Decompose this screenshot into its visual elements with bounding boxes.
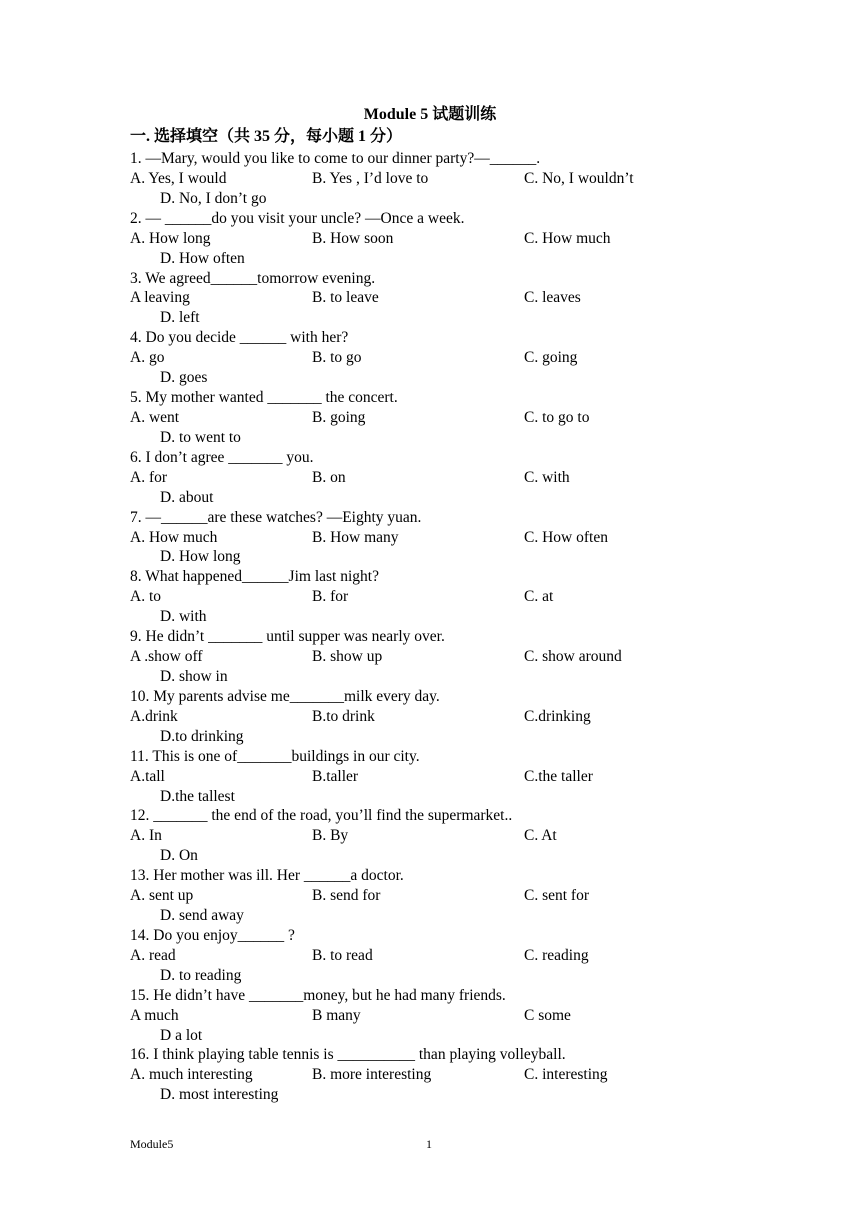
question-stem: 5. My mother wanted _______ the concert.	[130, 389, 398, 407]
option-a: A. How much	[130, 528, 218, 546]
option-a: A. to	[130, 588, 161, 606]
question-item	[130, 209, 730, 269]
option-b: B. How many	[312, 528, 399, 546]
option-row	[130, 1065, 730, 1085]
option-b: B. on	[312, 468, 346, 486]
option-row-d	[130, 428, 730, 448]
question-item	[130, 866, 730, 926]
option-d: D. left	[160, 309, 200, 327]
question-item	[130, 448, 730, 508]
option-c: C. At	[524, 827, 557, 845]
option-c: C. reading	[524, 946, 589, 964]
option-a: A. Yes, I would	[130, 169, 227, 187]
option-row	[130, 587, 730, 607]
option-d: D. How often	[160, 249, 245, 267]
option-b: B. send for	[312, 887, 381, 905]
option-row	[130, 1006, 730, 1026]
question-item	[130, 986, 730, 1046]
option-b: B many	[312, 1006, 361, 1024]
question-item	[130, 328, 730, 388]
question-item	[130, 508, 730, 568]
option-c: C. sent for	[524, 887, 590, 905]
option-row-d	[130, 547, 730, 567]
footer-page-number: 1	[426, 1137, 432, 1151]
option-row	[130, 288, 730, 308]
option-c: C.the taller	[524, 767, 593, 785]
option-row	[130, 348, 730, 368]
question-stem: 7. —______are these watches? —Eighty yuan.	[130, 508, 422, 526]
option-c: C. leaves	[524, 289, 581, 307]
option-a: A. much interesting	[130, 1066, 253, 1084]
option-c: C. interesting	[524, 1066, 608, 1084]
question-list	[130, 149, 730, 1105]
option-row-d	[130, 727, 730, 747]
question-stem: 6. I don’t agree _______ you.	[130, 448, 314, 466]
question-item	[130, 747, 730, 807]
option-row	[130, 826, 730, 846]
option-row	[130, 468, 730, 488]
option-a: A. read	[130, 946, 176, 964]
option-d: D.to drinking	[160, 727, 244, 745]
option-row-d	[130, 249, 730, 269]
option-d: D. about	[160, 488, 214, 506]
option-a: A.drink	[130, 707, 178, 725]
question-stem: 4. Do you decide ______ with her?	[130, 329, 349, 347]
option-d: D. with	[160, 608, 207, 626]
option-a: A. How long	[130, 229, 211, 247]
option-c: C. show around	[524, 648, 622, 666]
question-stem: 16. I think playing table tennis is __________ than playing volleyball.	[130, 1046, 566, 1064]
question-item	[130, 926, 730, 986]
option-row	[130, 169, 730, 189]
option-d: D. How long	[160, 548, 241, 566]
option-b: B.taller	[312, 767, 359, 785]
option-row	[130, 647, 730, 667]
option-c: C. at	[524, 588, 554, 606]
option-a: A. went	[130, 408, 180, 426]
option-row-d	[130, 846, 730, 866]
option-c: C. to go to	[524, 408, 590, 426]
option-a: A much	[130, 1006, 179, 1024]
option-row-d	[130, 368, 730, 388]
option-c: C. How much	[524, 229, 611, 247]
section-heading: 一. 选择填空（共 35 分，每小题 1 分）	[130, 128, 403, 145]
option-c: C some	[524, 1006, 571, 1024]
option-a: A. go	[130, 349, 165, 367]
option-b: B. for	[312, 588, 349, 606]
option-row-d	[130, 1026, 730, 1046]
option-a: A .show off	[130, 648, 203, 666]
option-b: B. By	[312, 827, 349, 845]
question-stem: 14. Do you enjoy______ ?	[130, 926, 295, 944]
option-a: A. sent up	[130, 887, 194, 905]
option-c: C. going	[524, 349, 578, 367]
option-row-d	[130, 488, 730, 508]
option-c: C. No, I wouldn’t	[524, 169, 634, 187]
question-item	[130, 388, 730, 448]
option-b: B. to go	[312, 349, 362, 367]
option-d: D. to went to	[160, 428, 241, 446]
option-a: A. In	[130, 827, 162, 845]
option-a: A. for	[130, 468, 168, 486]
option-row	[130, 408, 730, 428]
option-row-d	[130, 966, 730, 986]
option-row-d	[130, 787, 730, 807]
question-stem: 3. We agreed______tomorrow evening.	[130, 269, 376, 287]
option-d: D. most interesting	[160, 1086, 279, 1104]
option-d: D a lot	[160, 1026, 203, 1044]
option-row-d	[130, 906, 730, 926]
question-stem: 12. _______ the end of the road, you’ll find the supermarket..	[130, 807, 513, 825]
option-d: D. send away	[160, 907, 244, 925]
question-item	[130, 806, 730, 866]
option-b: B. to leave	[312, 289, 379, 307]
option-d: D. show in	[160, 667, 228, 685]
question-stem: 2. — ______do you visit your uncle? —Once a week.	[130, 209, 465, 227]
option-b: B. show up	[312, 648, 383, 666]
question-item	[130, 149, 730, 209]
option-a: A leaving	[130, 289, 190, 307]
option-row	[130, 528, 730, 548]
question-stem: 9. He didn’t _______ until supper was nearly over.	[130, 628, 445, 646]
option-b: B. going	[312, 408, 366, 426]
option-row	[130, 946, 730, 966]
question-stem: 13. Her mother was ill. Her ______a doctor.	[130, 867, 404, 885]
option-b: B. Yes , I’d love to	[312, 169, 429, 187]
question-stem: 8. What happened______Jim last night?	[130, 568, 379, 586]
question-item	[130, 269, 730, 329]
option-d: D.the tallest	[160, 787, 235, 805]
option-row-d	[130, 1085, 730, 1105]
option-b: B. How soon	[312, 229, 394, 247]
option-d: D. No, I don’t go	[160, 189, 267, 207]
option-b: B.to drink	[312, 707, 375, 725]
option-row-d	[130, 607, 730, 627]
option-row	[130, 229, 730, 249]
option-c: C. with	[524, 468, 570, 486]
option-a: A.tall	[130, 767, 165, 785]
question-item	[130, 567, 730, 627]
question-item	[130, 1045, 730, 1105]
option-row	[130, 707, 730, 727]
option-row	[130, 886, 730, 906]
page-title: Module 5 试题训练	[363, 106, 497, 123]
question-item	[130, 627, 730, 687]
option-row	[130, 767, 730, 787]
question-item	[130, 687, 730, 747]
question-stem: 15. He didn’t have _______money, but he had many friends.	[130, 986, 506, 1004]
option-row-d	[130, 308, 730, 328]
option-d: D. goes	[160, 369, 208, 387]
option-b: B. to read	[312, 946, 373, 964]
option-d: D. On	[160, 847, 198, 865]
option-c: C.drinking	[524, 707, 591, 725]
question-stem: 1. —Mary, would you like to come to our dinner party?—______.	[130, 150, 541, 167]
option-row-d	[130, 189, 730, 209]
question-stem: 11. This is one of_______buildings in our city.	[130, 747, 420, 765]
option-b: B. more interesting	[312, 1066, 432, 1084]
footer-module: Module5	[130, 1137, 174, 1151]
option-d: D. to reading	[160, 966, 242, 984]
question-stem: 10. My parents advise me_______milk every day.	[130, 687, 440, 705]
option-c: C. How often	[524, 528, 608, 546]
option-row-d	[130, 667, 730, 687]
